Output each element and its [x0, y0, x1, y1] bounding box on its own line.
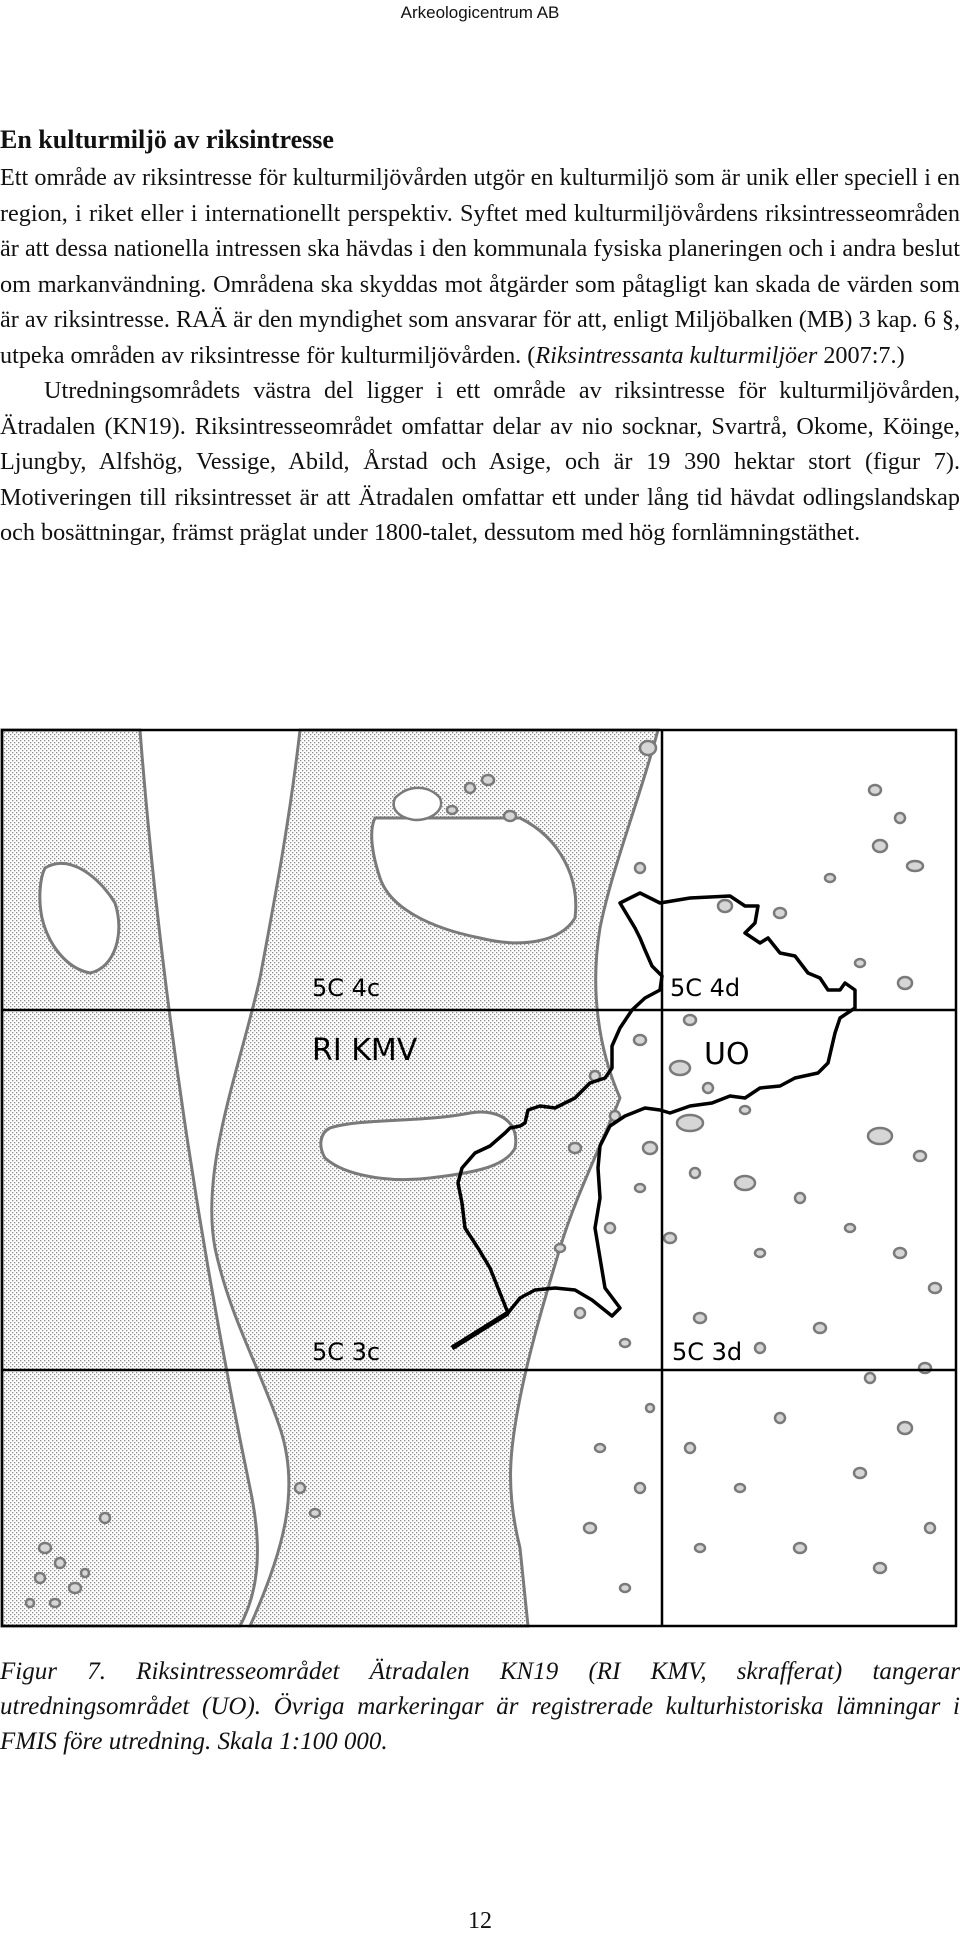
section-heading: En kulturmiljö av riksintresse — [0, 125, 334, 154]
grid-label-nw: 5C 4c — [312, 974, 381, 1002]
figure-caption: Figur 7. Riksintresseområdet Ätradalen KN19 (RI KMV, skrafferat) tangerar utredningsområdet (UO). Övriga markeringar är registrerade kulturhistoriska lämningar i FMIS före utredning. Skala 1:100 000. — [0, 1658, 960, 1755]
grid-label-ne: 5C 4d — [670, 974, 741, 1002]
running-head: Arkeologicentrum AB — [400, 3, 560, 22]
ri-kmv-label: RI KMV — [312, 1033, 418, 1068]
ri-area-lake — [394, 788, 441, 820]
paragraph-1-text: Ett område av riksintresse för kulturmiljövården utgör en kulturmiljö som är unik eller speciell i en region, i riket eller i internationellt perspektiv. Syftet med kulturmiljövårdens riksintresseområden är att dessa nationella intressen ska hävdas i den kommunala fysiska planeringen och i andra beslut om markanvändning. Områdena ska skyddas mot åtgärder som påtagligt kan skada de värden som är av riksintresse. RAÄ är den myndighet som ansvarar för att, enligt Miljöbalken (MB) 3 kap. 6 §, utpeka områden av riksintresse för kulturmiljövården. ( — [0, 164, 960, 369]
paragraph-2: Utredningsområdets västra del ligger i ett område av riksintresse för kulturmiljövården, Ätradalen (KN19). Riksintresseområdet omfattar delar av nio socknar, Svartrå, Okome, Köinge, Ljungby, Alfshög, Vessige, Abild, Årstad och Asige, och är 19 390 hektar stort (figur 7). Motiveringen till riksintresset är att Ätradalen omfattar ett under lång tid hävdat odlingslandskap och bosättningar, främst präglat under 1800-talet, dessutom med hög fornlämningstäthet. — [0, 377, 960, 546]
uo-label: UO — [704, 1037, 750, 1072]
citation-year: 2007:7.) — [817, 341, 905, 369]
paragraph-1 — [0, 160, 960, 373]
ri-kmv-area — [2, 730, 658, 1626]
body-text — [0, 160, 960, 551]
grid-label-se: 5C 3d — [672, 1338, 743, 1366]
citation-title: Riksintressanta kulturmiljöer — [535, 341, 818, 369]
grid-label-sw: 5C 3c — [312, 1338, 381, 1366]
page-number: 12 — [468, 1908, 492, 1934]
map-figure — [0, 728, 958, 1628]
